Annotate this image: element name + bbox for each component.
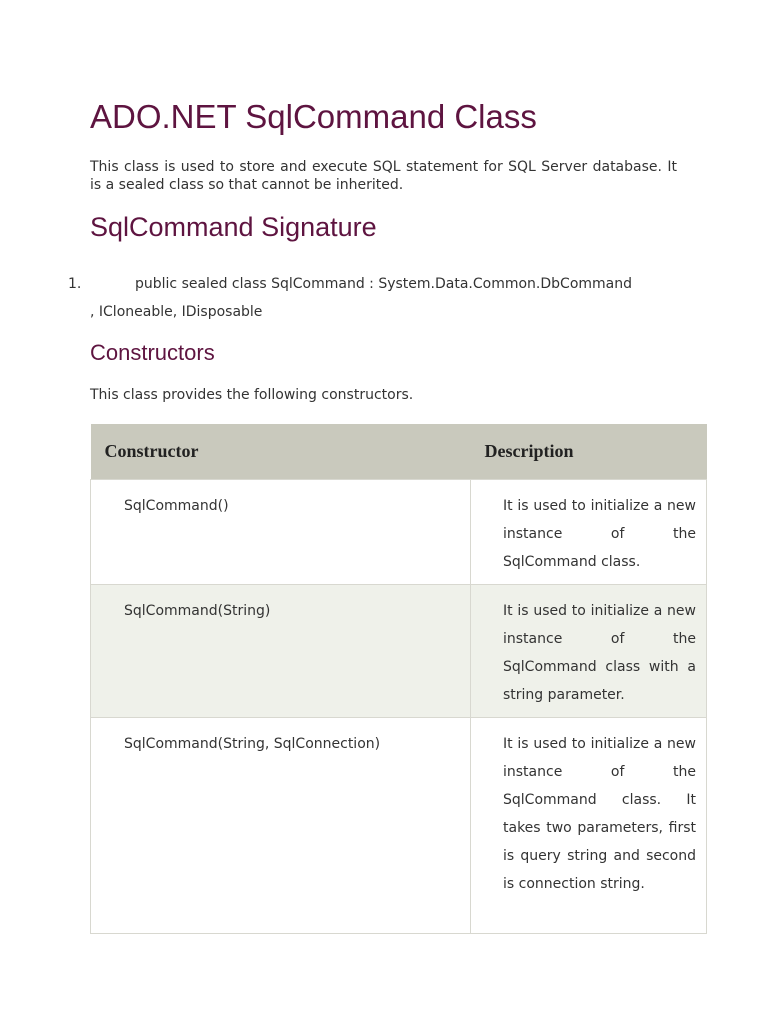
constructors-note: This class provides the following constructors. <box>90 387 414 403</box>
constructors-table <box>90 424 707 934</box>
table-row <box>91 480 707 585</box>
page-title: ADO.NET SqlCommand Class <box>90 98 537 135</box>
description-cell: It is used to initialize a new instance of the SqlCommand class. It takes two parameters, first is query string and second is connection string. <box>471 718 707 934</box>
table-header-row <box>91 424 707 480</box>
intro-paragraph: This class is used to store and execute SQL statement for SQL Server database. It is a sealed class so that cannot be inherited. <box>90 159 677 193</box>
constructor-cell: SqlCommand(String, SqlConnection) <box>91 718 471 934</box>
constructor-cell: SqlCommand() <box>91 480 471 585</box>
signature-heading: SqlCommand Signature <box>90 212 377 242</box>
table-row <box>91 718 707 934</box>
constructor-cell: SqlCommand(String) <box>91 585 471 718</box>
constructors-heading: Constructors <box>90 340 215 365</box>
code-line-1: public sealed class SqlCommand : System.Data.Common.DbCommand <box>135 276 632 292</box>
column-header-description: Description <box>471 424 707 480</box>
description-cell: It is used to initialize a new instance of the SqlCommand class. <box>471 480 707 585</box>
table-row <box>91 585 707 718</box>
column-header-constructor: Constructor <box>91 424 471 480</box>
code-line-2: , ICloneable, IDisposable <box>90 304 263 320</box>
code-line-number: 1. <box>68 276 82 292</box>
description-cell: It is used to initialize a new instance of the SqlCommand class with a string parameter. <box>471 585 707 718</box>
